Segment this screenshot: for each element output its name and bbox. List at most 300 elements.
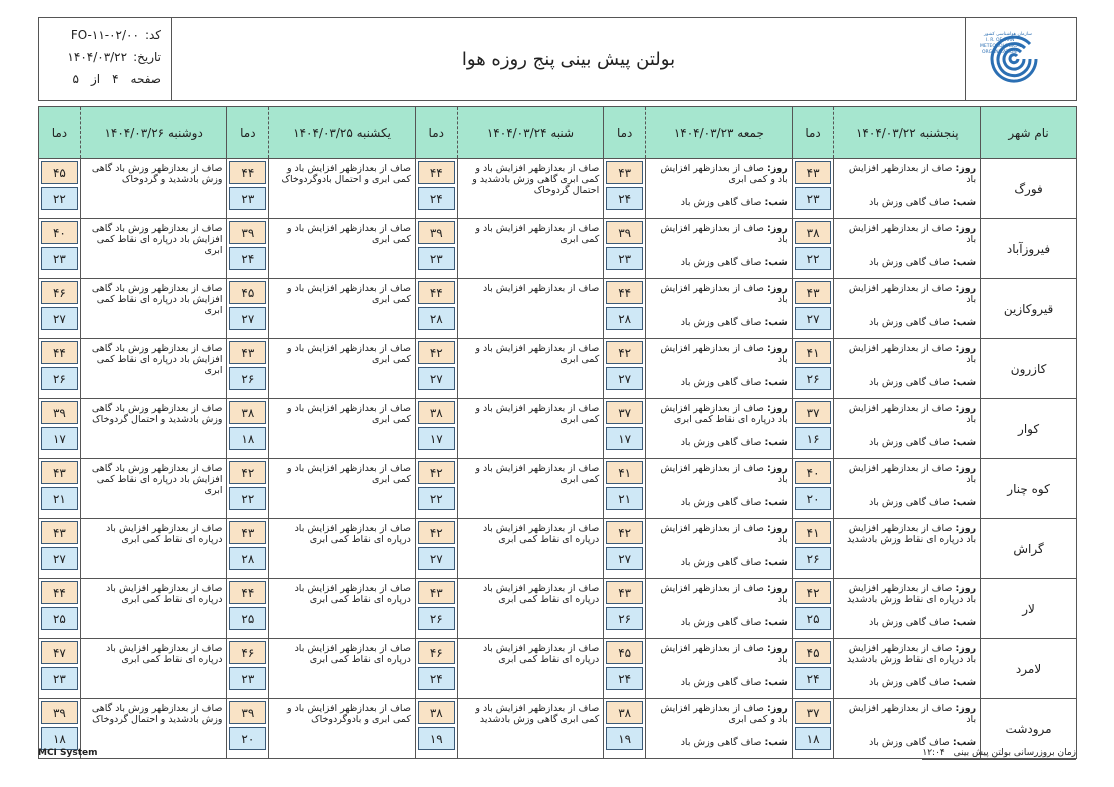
night-forecast-text: صاف گاهی وزش باد [680, 677, 762, 688]
temperature-cell [227, 159, 269, 219]
min-temperature: ۲۳ [229, 187, 266, 210]
temperature-cell [604, 459, 646, 519]
forecast-day-night [646, 279, 792, 334]
min-temperature: ۲۳ [418, 247, 455, 270]
forecast-day-night [834, 279, 980, 334]
logo-text-iran: I. R. OF IRAN [986, 38, 1015, 43]
temperature-box [229, 341, 266, 396]
min-temperature: ۲۷ [418, 367, 455, 390]
city-name: کوار [981, 399, 1077, 459]
forecast-text: صاف از بعدازظهر وزش باد گاهی افزایش باد درپاره ای نقاط کمی ابری [91, 283, 223, 316]
night-forecast [650, 377, 788, 388]
max-temperature: ۴۲ [606, 521, 643, 544]
temperature-box [795, 161, 832, 216]
bulletin-header [38, 17, 1077, 101]
day-forecast [838, 583, 976, 605]
max-temperature: ۳۹ [606, 221, 643, 244]
max-temperature: ۴۴ [418, 281, 455, 304]
max-temperature: ۴۳ [41, 461, 78, 484]
table-row [39, 639, 1077, 699]
min-temperature: ۲۷ [606, 547, 643, 570]
day-forecast-text: صاف از بعدازظهر افزایش باد درپاره ای نقاط وزش بادشدید [846, 643, 977, 665]
day-forecast [650, 523, 788, 545]
forecast-text: صاف از بعدازظهر افزایش باد و کمی ابری [286, 463, 411, 485]
min-temperature: ۲۳ [795, 187, 832, 210]
day-forecast [838, 343, 976, 365]
day-forecast-text: صاف از بعدازظهر افزایش باد [660, 223, 788, 245]
min-temperature: ۲۶ [41, 367, 78, 390]
temp-header-5: دما [39, 107, 81, 159]
forecast-text: صاف از بعدازظهر افزایش باد و کمی ابری و احتمال بادوگردوخاک [281, 163, 411, 185]
day-forecast-text: صاف از بعدازظهر افزایش باد [848, 463, 977, 485]
max-temperature: ۳۹ [41, 401, 78, 424]
forecast-day-night [834, 399, 980, 454]
temperature-cell [604, 519, 646, 579]
forecast-cell [834, 639, 981, 699]
temperature-cell [792, 699, 834, 759]
day-forecast [650, 583, 788, 605]
day-forecast-text: صاف از بعدازظهر افزایش باد درپاره ای نقاط کمی ابری [660, 403, 788, 425]
day-label: روز: [767, 223, 788, 234]
min-temperature: ۲۳ [229, 667, 266, 690]
max-temperature: ۴۲ [418, 461, 455, 484]
max-temperature: ۴۳ [418, 581, 455, 604]
day-forecast-text: صاف از بعدازظهر افزایش باد و کمی ابری [660, 163, 788, 185]
forecast-cell [80, 699, 227, 759]
night-label: شب: [764, 317, 788, 328]
city-name: لامرد [981, 639, 1077, 699]
forecast-day-night [834, 339, 980, 394]
temperature-cell [227, 579, 269, 639]
max-temperature: ۴۱ [795, 341, 832, 364]
table-row [39, 219, 1077, 279]
forecast-cell [80, 459, 227, 519]
day-forecast-text: صاف از بعدازظهر افزایش باد [660, 463, 788, 485]
forecast-cell [457, 219, 604, 279]
min-temperature: ۱۶ [795, 427, 832, 450]
min-temperature: ۱۸ [41, 727, 78, 750]
forecast-cell [646, 579, 793, 639]
min-temperature: ۱۹ [606, 727, 643, 750]
day-forecast-text: صاف از بعدازظهر افزایش باد [660, 583, 788, 605]
forecast-cell [80, 279, 227, 339]
night-label: شب: [952, 677, 977, 688]
forecast-text: صاف از بعدازظهر وزش باد گاهی وزش بادشدید و احتمال گردوخاک [91, 703, 223, 725]
night-forecast-text: صاف گاهی وزش باد [869, 377, 950, 388]
night-label: شب: [764, 737, 788, 748]
min-temperature: ۲۶ [795, 367, 832, 390]
day-forecast [650, 463, 788, 485]
forecast-table [38, 106, 1077, 759]
temperature-cell [39, 339, 81, 399]
page-total: ۵ [72, 72, 79, 86]
temperature-cell [227, 399, 269, 459]
forecast-cell [269, 459, 416, 519]
max-temperature: ۴۵ [606, 641, 643, 664]
temperature-box [41, 521, 78, 576]
forecast-text: صاف از بعدازظهر افزایش باد و کمی ابری [475, 403, 600, 425]
temperature-cell [39, 519, 81, 579]
table-row [39, 279, 1077, 339]
temperature-box [418, 701, 455, 756]
min-temperature: ۱۷ [606, 427, 643, 450]
city-name: گراش [981, 519, 1077, 579]
temperature-box [606, 461, 643, 516]
forecast-cell [646, 639, 793, 699]
max-temperature: ۴۳ [606, 581, 643, 604]
temperature-cell [39, 279, 81, 339]
min-temperature: ۲۶ [606, 607, 643, 630]
day-label: روز: [767, 343, 788, 354]
max-temperature: ۴۲ [606, 341, 643, 364]
night-forecast [838, 257, 976, 268]
night-forecast [838, 677, 976, 688]
forecast-day-night [834, 579, 980, 634]
max-temperature: ۴۲ [229, 461, 266, 484]
max-temperature: ۴۶ [418, 641, 455, 664]
day-label: روز: [955, 223, 977, 234]
night-forecast-text: صاف گاهی وزش باد [869, 317, 950, 328]
city-column-header: نام شهر [981, 107, 1077, 159]
day-forecast [650, 223, 788, 245]
footer-update-time [922, 748, 1076, 760]
forecast-day-night [834, 699, 980, 754]
day-forecast [838, 283, 976, 305]
temperature-box [795, 581, 832, 636]
min-temperature: ۲۴ [606, 187, 643, 210]
forecast-text: صاف از بعدازظهر وزش باد گاهی افزایش باد درپاره ای نقاط کمی ابری [91, 343, 223, 376]
table-row [39, 399, 1077, 459]
forecast-text: صاف از بعدازظهر افزایش باد و کمی ابری [286, 403, 411, 425]
day-label: روز: [767, 583, 788, 594]
night-label: شب: [952, 617, 977, 628]
temperature-box [229, 581, 266, 636]
forecast-day-night [834, 219, 980, 274]
forecast-cell [457, 699, 604, 759]
forecast-text: صاف از بعدازظهر افزایش باد و کمی ابری [475, 343, 600, 365]
max-temperature: ۴۲ [418, 341, 455, 364]
min-temperature: ۲۸ [606, 307, 643, 330]
min-temperature: ۱۷ [418, 427, 455, 450]
temperature-cell [792, 159, 834, 219]
temperature-box [418, 581, 455, 636]
doc-date-label: تاریخ: [133, 50, 161, 64]
day-label: روز: [955, 523, 977, 534]
table-header-row [39, 107, 1077, 159]
day-header-1: پنجشنبه ۱۴۰۴/۰۳/۲۲ [834, 107, 981, 159]
day-forecast-text: صاف از بعدازظهر افزایش باد و کمی ابری [660, 703, 788, 725]
min-temperature: ۲۲ [795, 247, 832, 270]
temperature-box [606, 281, 643, 336]
forecast-cell [457, 639, 604, 699]
temperature-cell [415, 519, 457, 579]
temperature-cell [227, 519, 269, 579]
temperature-box [229, 221, 266, 276]
min-temperature: ۱۷ [41, 427, 78, 450]
forecast-day-night [834, 159, 980, 214]
forecast-cell [834, 339, 981, 399]
max-temperature: ۴۳ [606, 161, 643, 184]
forecast-cell [80, 639, 227, 699]
forecast-text: صاف از بعدازظهر وزش باد گاهی وزش بادشدید و احتمال گردوخاک [91, 403, 223, 425]
temperature-box [795, 341, 832, 396]
forecast-day-night [646, 639, 792, 694]
temperature-cell [792, 219, 834, 279]
min-temperature: ۲۳ [41, 667, 78, 690]
day-label: روز: [955, 163, 977, 174]
max-temperature: ۳۷ [606, 401, 643, 424]
min-temperature: ۲۷ [418, 547, 455, 570]
night-label: شب: [764, 617, 788, 628]
day-header-4: یکشنبه ۱۴۰۴/۰۳/۲۵ [269, 107, 416, 159]
temperature-box [418, 341, 455, 396]
temperature-cell [604, 219, 646, 279]
min-temperature: ۲۳ [41, 247, 78, 270]
footer-update-label: زمان بروزرسانی بولتن پیش بینی [953, 748, 1076, 758]
forecast-cell [646, 159, 793, 219]
max-temperature: ۳۷ [795, 701, 832, 724]
forecast-cell [646, 279, 793, 339]
max-temperature: ۴۳ [41, 521, 78, 544]
day-forecast-text: صاف از بعدازظهر افزایش باد درپاره ای نقاط وزش بادشدید [846, 523, 977, 545]
forecast-cell [834, 399, 981, 459]
forecast-cell [834, 219, 981, 279]
night-forecast [650, 557, 788, 568]
night-label: شب: [764, 257, 788, 268]
min-temperature: ۲۲ [41, 187, 78, 210]
temperature-box [606, 641, 643, 696]
temperature-box [606, 341, 643, 396]
forecast-cell [80, 579, 227, 639]
temperature-cell [227, 279, 269, 339]
night-forecast-text: صاف گاهی وزش باد [869, 617, 950, 628]
max-temperature: ۴۳ [229, 521, 266, 544]
min-temperature: ۲۶ [795, 547, 832, 570]
forecast-cell [457, 519, 604, 579]
forecast-text: صاف از بعدازظهر افزایش باد و کمی ابری گاهی وزش بادشدید و احتمال گردوخاک [472, 163, 600, 196]
temperature-box [606, 161, 643, 216]
forecast-cell [269, 399, 416, 459]
night-forecast [838, 437, 976, 448]
max-temperature: ۳۸ [229, 401, 266, 424]
forecast-text: صاف از بعدازظهر افزایش باد درپاره ای نقاط کمی ابری [106, 643, 223, 665]
city-name: قیروکازین [981, 279, 1077, 339]
day-label: روز: [767, 523, 788, 534]
temperature-box [229, 701, 266, 756]
max-temperature: ۳۹ [229, 701, 266, 724]
temperature-cell [415, 399, 457, 459]
temperature-cell [604, 159, 646, 219]
temperature-cell [39, 639, 81, 699]
temperature-cell [792, 399, 834, 459]
temperature-cell [604, 699, 646, 759]
forecast-text: صاف از بعدازظهر افزایش باد درپاره ای نقاط کمی ابری [482, 523, 600, 545]
night-label: شب: [952, 737, 977, 748]
day-label: روز: [955, 403, 977, 414]
day-forecast [838, 223, 976, 245]
forecast-cell [834, 519, 981, 579]
temperature-box [229, 161, 266, 216]
max-temperature: ۳۷ [795, 401, 832, 424]
max-temperature: ۳۸ [418, 701, 455, 724]
forecast-text: صاف از بعدازظهر افزایش باد و کمی ابری و بادوگردوخاک [286, 703, 411, 725]
forecast-cell [457, 459, 604, 519]
forecast-cell [269, 159, 416, 219]
forecast-day-night [646, 699, 792, 754]
day-forecast [650, 403, 788, 425]
forecast-cell [646, 699, 793, 759]
night-forecast-text: صاف گاهی وزش باد [680, 317, 762, 328]
day-forecast [838, 163, 976, 185]
forecast-text: صاف از بعدازظهر افزایش باد و کمی ابری گاهی وزش بادشدید [475, 703, 600, 725]
forecast-cell [834, 579, 981, 639]
temperature-box [229, 281, 266, 336]
day-forecast [838, 523, 976, 545]
night-forecast [650, 617, 788, 628]
night-forecast-text: صاف گاهی وزش باد [680, 377, 762, 388]
min-temperature: ۲۵ [795, 607, 832, 630]
night-label: شب: [952, 497, 977, 508]
day-forecast-text: صاف از بعدازظهر افزایش باد [848, 403, 977, 425]
forecast-text: صاف از بعدازظهر افزایش باد درپاره ای نقاط کمی ابری [482, 583, 600, 605]
temp-header-4: دما [227, 107, 269, 159]
night-forecast-text: صاف گاهی وزش باد [680, 437, 762, 448]
max-temperature: ۴۰ [41, 221, 78, 244]
forecast-text: صاف از بعدازظهر وزش باد گاهی وزش بادشدید و گردوخاک [91, 163, 223, 185]
temperature-box [795, 521, 832, 576]
night-label: شب: [764, 497, 788, 508]
temperature-cell [604, 639, 646, 699]
temperature-box [606, 701, 643, 756]
logo-emblem-icon [976, 21, 1066, 97]
day-label: روز: [955, 643, 977, 654]
temperature-cell [39, 399, 81, 459]
forecast-day-night [834, 459, 980, 514]
night-label: شب: [764, 377, 788, 388]
temperature-box [41, 461, 78, 516]
temperature-box [795, 461, 832, 516]
night-forecast [650, 737, 788, 748]
forecast-cell [457, 159, 604, 219]
doc-code-label: کد: [144, 28, 161, 42]
forecast-day-night [646, 339, 792, 394]
day-forecast [838, 703, 976, 725]
day-header-2: جمعه ۱۴۰۴/۰۳/۲۳ [646, 107, 793, 159]
day-forecast-text: صاف از بعدازظهر افزایش باد [660, 283, 788, 305]
table-row [39, 699, 1077, 759]
day-label: روز: [767, 403, 788, 414]
day-forecast-text: صاف از بعدازظهر افزایش باد درپاره ای نقاط وزش بادشدید [846, 583, 977, 605]
forecast-cell [80, 339, 227, 399]
forecast-text: صاف از بعدازظهر افزایش باد درپاره ای نقاط کمی ابری [294, 523, 411, 545]
day-forecast-text: صاف از بعدازظهر افزایش باد [660, 643, 788, 665]
night-forecast-text: صاف گاهی وزش باد [869, 497, 950, 508]
forecast-cell [269, 279, 416, 339]
forecast-cell [646, 339, 793, 399]
temperature-cell [604, 339, 646, 399]
temperature-box [229, 641, 266, 696]
night-forecast-text: صاف گاهی وزش باد [680, 257, 762, 268]
temperature-box [606, 581, 643, 636]
min-temperature: ۲۳ [606, 247, 643, 270]
temperature-box [795, 221, 832, 276]
forecast-cell [269, 579, 416, 639]
min-temperature: ۲۱ [606, 487, 643, 510]
temperature-box [418, 161, 455, 216]
day-forecast [838, 403, 976, 425]
page-label: صفحه [130, 72, 161, 86]
day-label: روز: [955, 343, 977, 354]
temperature-box [418, 401, 455, 456]
forecast-cell [80, 519, 227, 579]
logo-text-met: METEOROLOGICAL [980, 44, 1022, 49]
temperature-cell [792, 639, 834, 699]
min-temperature: ۲۴ [606, 667, 643, 690]
forecast-day-night [646, 219, 792, 274]
min-temperature: ۲۱ [41, 487, 78, 510]
temperature-box [229, 401, 266, 456]
temperature-box [41, 221, 78, 276]
city-name: فیروزآباد [981, 219, 1077, 279]
temperature-box [41, 341, 78, 396]
min-temperature: ۲۲ [229, 487, 266, 510]
temperature-cell [792, 279, 834, 339]
forecast-day-night [646, 159, 792, 214]
temp-header-3: دما [415, 107, 457, 159]
forecast-text: صاف از بعدازظهر وزش باد گاهی افزایش باد درپاره ای نقاط کمی ابری [91, 223, 223, 256]
day-forecast [650, 343, 788, 365]
forecast-day-night [834, 519, 980, 574]
min-temperature: ۲۲ [418, 487, 455, 510]
min-temperature: ۲۴ [418, 667, 455, 690]
temperature-cell [39, 579, 81, 639]
forecast-text: صاف از بعدازظهر افزایش باد درپاره ای نقاط کمی ابری [106, 523, 223, 545]
temperature-cell [415, 579, 457, 639]
temperature-box [418, 281, 455, 336]
max-temperature: ۴۴ [229, 161, 266, 184]
forecast-text: صاف از بعدازظهر افزایش باد درپاره ای نقاط کمی ابری [294, 583, 411, 605]
night-label: شب: [764, 677, 788, 688]
max-temperature: ۴۲ [418, 521, 455, 544]
document-meta [39, 18, 172, 100]
day-forecast-text: صاف از بعدازظهر افزایش باد [660, 523, 788, 545]
meteorological-organization-logo [965, 18, 1076, 100]
temp-header-2: دما [604, 107, 646, 159]
forecast-cell [646, 459, 793, 519]
forecast-text: صاف از بعدازظهر افزایش باد درپاره ای نقاط کمی ابری [106, 583, 223, 605]
temperature-box [418, 521, 455, 576]
forecast-text: صاف از بعدازظهر افزایش باد و کمی ابری [286, 223, 411, 245]
max-temperature: ۴۳ [229, 341, 266, 364]
night-forecast-text: صاف گاهی وزش باد [869, 737, 950, 748]
page-of-label: از [90, 72, 101, 86]
night-forecast [650, 257, 788, 268]
day-label: روز: [955, 703, 977, 714]
forecast-cell [269, 339, 416, 399]
night-forecast-text: صاف گاهی وزش باد [680, 197, 762, 208]
max-temperature: ۴۴ [418, 161, 455, 184]
forecast-day-night [646, 459, 792, 514]
night-forecast [838, 317, 976, 328]
night-forecast [650, 677, 788, 688]
footer-system-name: MCI System [38, 748, 98, 758]
night-label: شب: [764, 557, 788, 568]
footer-update-value: ۱۲:۰۴ [922, 748, 945, 758]
night-forecast-text: صاف گاهی وزش باد [869, 197, 950, 208]
forecast-day-night [646, 579, 792, 634]
forecast-cell [457, 279, 604, 339]
day-forecast [650, 643, 788, 665]
